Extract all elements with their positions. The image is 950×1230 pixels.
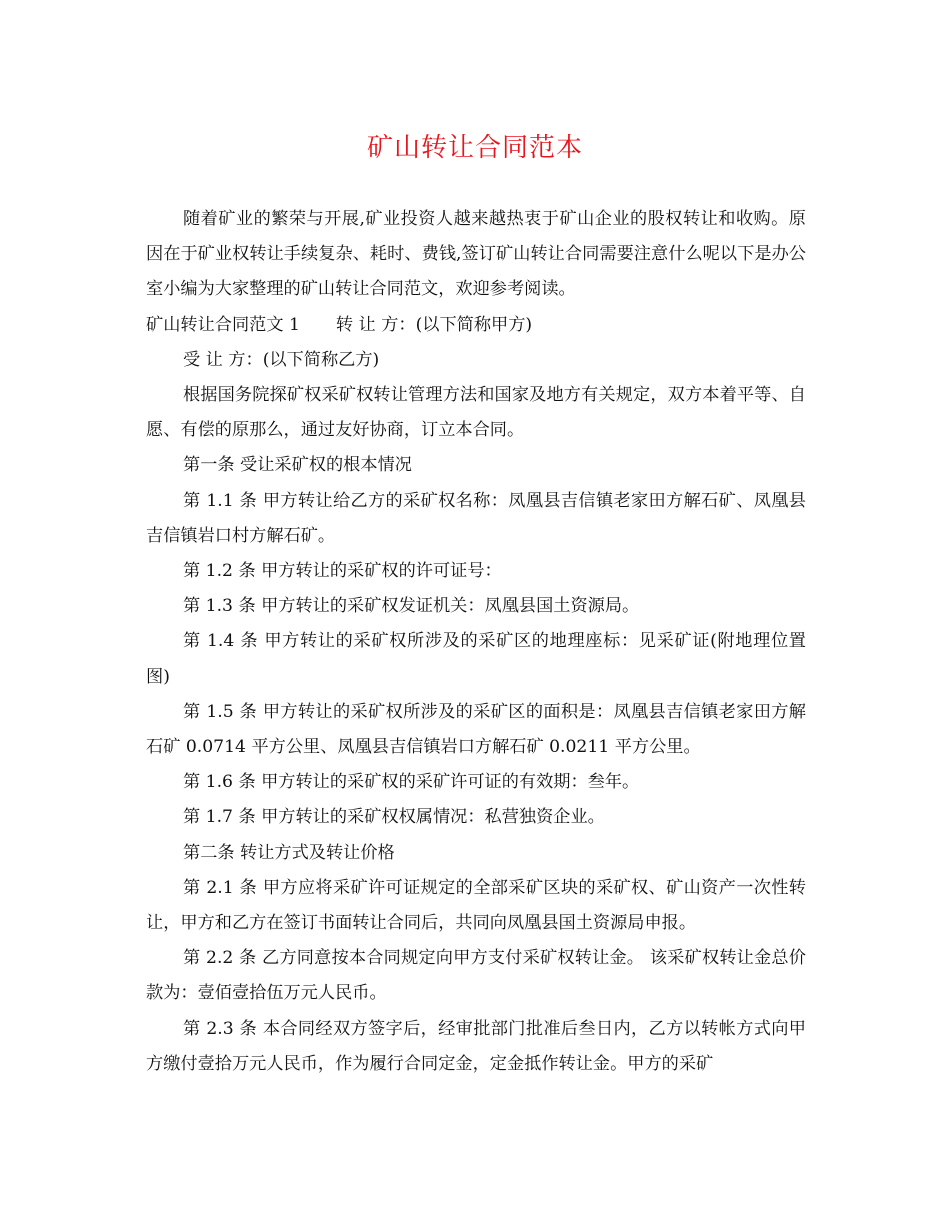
- clause-2-3: 第 2.3 条 本合同经双方签字后，经审批部门批准后叁日内，乙方以转帐方式向甲方缴付壹拾万元人民币，作为履行合同定金，定金抵作转让金。甲方的采矿: [146, 1018, 806, 1074]
- transferee-note: (以下简称乙方): [262, 349, 380, 370]
- document-title: 矿山转让合同范本: [366, 133, 583, 163]
- contract-header-line: [146, 308, 806, 343]
- transferor-label: 转 让 方：: [335, 314, 416, 335]
- transferor-note: (以下简称甲方): [415, 314, 533, 335]
- clause-1-7: 第 1.7 条 甲方转让的采矿权权属情况：私营独资企业。: [183, 807, 605, 828]
- transferee-label: 受 让 方：: [183, 349, 263, 370]
- document-body: [146, 202, 806, 1082]
- clause-2-1: 第 2.1 条 甲方应将采矿许可证规定的全部采矿区块的采矿权、矿山资产一次性转让，甲方和乙方在签订书面转让合同后，共同向凤凰县国土资源局申报。: [146, 877, 806, 934]
- clause-1-3: 第 1.3 条 甲方转让的采矿权发证机关：凤凰县国土资源局。: [183, 596, 640, 617]
- article-2-heading: 第二条 转让方式及转让价格: [183, 842, 395, 863]
- clause-1-6: 第 1.6 条 甲方转让的采矿权的采矿许可证的有效期：叁年。: [183, 772, 640, 793]
- legal-basis-paragraph: 根据国务院探矿权采矿权转让管理方法和国家及地方有关规定，双方本着平等、自愿、有偿的原那么，通过友好协商，订立本合同。: [146, 385, 806, 441]
- clause-1-5: 第 1.5 条 甲方转让的采矿权所涉及的采矿区的面积是：凤凰县吉信镇老家田方解石矿 0.0714 平方公里、凤凰县吉信镇岩口方解石矿 0.0211 平方公里。: [146, 701, 806, 758]
- clause-2-2: 第 2.2 条 乙方同意按本合同规定向甲方支付采矿权转让金。 该采矿权转让金总价款为：壹佰壹拾伍万元人民币。: [146, 948, 806, 1004]
- contract-label: 矿山转让合同范文 1: [146, 314, 300, 335]
- clause-1-2: 第 1.2 条 甲方转让的采矿权的许可证号：: [183, 561, 502, 582]
- article-1-heading: 第一条 受让采矿权的根本情况: [183, 455, 412, 476]
- clause-1-4: 第 1.4 条 甲方转让的采矿权所涉及的采矿区的地理座标：见采矿证(附地理位置图): [146, 631, 806, 687]
- transferee-line: [146, 343, 806, 378]
- intro-paragraph: 随着矿业的繁荣与开展,矿业投资人越来越热衷于矿山企业的股权转让和收购。原因在于矿业权转让手续复杂、耗时、费钱,签订矿山转让合同需要注意什么呢以下是办公室小编为大家整理的矿山转让合同范文，欢迎参考阅读。: [146, 209, 806, 300]
- clause-1-1: 第 1.1 条 甲方转让给乙方的采矿权名称：凤凰县吉信镇老家田方解石矿、凤凰县吉信镇岩口村方解石矿。: [146, 490, 806, 546]
